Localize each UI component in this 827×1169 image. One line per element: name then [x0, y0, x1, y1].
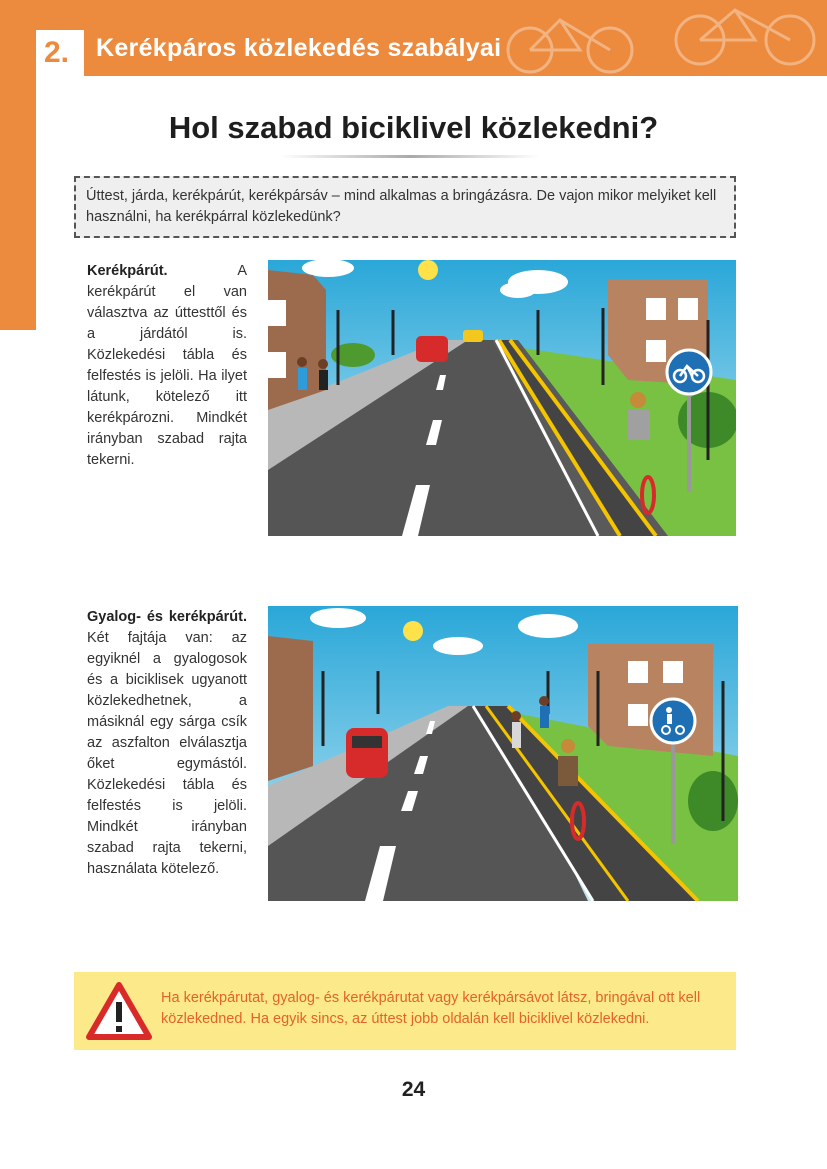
section-cycle-path-text: A kerékpárút el van választva az úttesttől és a járdától is. Közlekedési tábla és felfestés is jelöli. Ha ilyet látunk, kötelező itt kerékpározni. Mindkét irányban szabad rajta tekerni.: [87, 263, 247, 468]
chapter-title: Kerékpáros közlekedés szabályai: [96, 34, 502, 62]
page-number: 24: [401, 1078, 426, 1101]
warning-triangle-icon: [86, 982, 152, 1040]
section-shared-path-heading: Gyalog- és kerékpárút.: [87, 609, 247, 625]
section-shared-path: [87, 607, 247, 880]
intro-text: Úttest, járda, kerékpárút, kerékpársáv – mind alkalmas a bringázásra. De vajon mikor melyiket kell használni, ha kerékpárral közlekedünk?: [86, 188, 717, 225]
title-underline: [280, 155, 540, 158]
bicycle-decoration-icon: [470, 0, 827, 76]
page-title: Hol szabad biciklivel közlekedni?: [168, 110, 659, 145]
chapter-number: 2.: [44, 36, 70, 69]
section-cycle-path-heading: Kerékpárút.: [87, 263, 168, 279]
cycle-path-illustration: [268, 260, 736, 536]
section-shared-path-text: Két fajtája van: az egyiknél a gyalogosok és a biciklisek ugyanott közlekedhetnek, a másiknál egy sárga csík az aszfalton elválasztja őket egymástól. Közlekedési tábla és felfestés is jelöli. Mindkét irányban szabad rajta tekerni, használata kötelező.: [87, 630, 247, 877]
warning-text: Ha kerékpárutat, gyalog- és kerékpárutat vagy kerékpársávot látsz, bringával ott kell közlekedned. Ha egyik sincs, az úttest jobb oldalán kell biciklivel közlekedni.: [161, 990, 701, 1027]
section-cycle-path: [87, 261, 247, 471]
intro-box: [74, 176, 736, 238]
shared-path-illustration: [268, 606, 738, 901]
side-band: [0, 0, 36, 330]
